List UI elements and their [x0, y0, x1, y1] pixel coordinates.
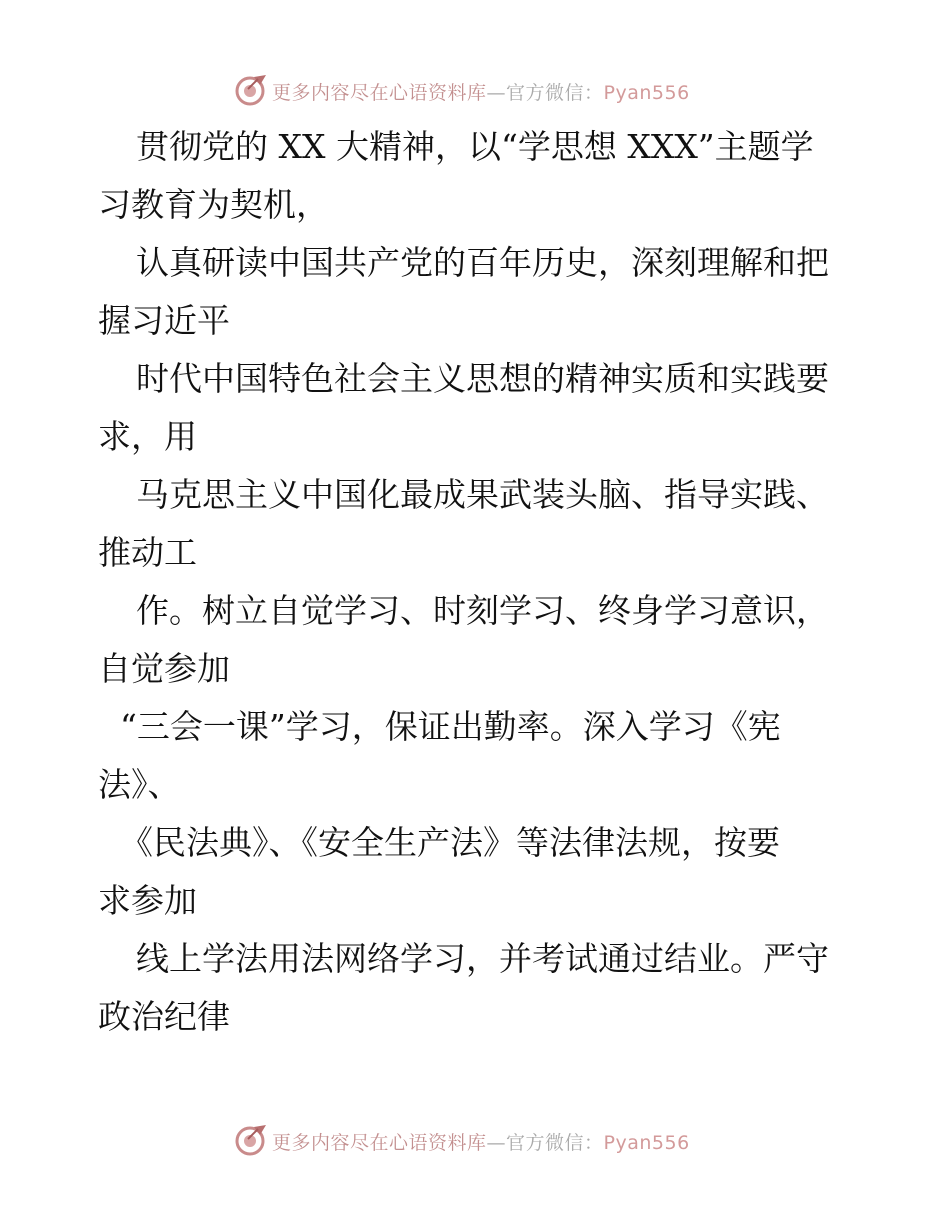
watermark-wechat-label: 官方微信：	[506, 82, 604, 104]
text-line: 习教育为契机，	[98, 185, 329, 224]
text-line: 法》、	[98, 765, 181, 804]
text-line: 握习近平	[98, 301, 230, 340]
watermark-wechat-id: Pyan556	[603, 1132, 690, 1154]
text-line: 贯彻党的 XX 大精神，以“学思想 XXX”主题学	[136, 127, 814, 166]
header-watermark	[0, 70, 950, 110]
text-line: 作。树立自觉学习、时刻学习、终身学习意识，	[136, 591, 829, 630]
text-line: 求，用	[98, 417, 197, 456]
watermark-wechat-id: Pyan556	[603, 82, 690, 104]
watermark-dash: —	[486, 1132, 507, 1154]
text-line: “三会一课”学习，保证出勤率。深入学习《宪	[120, 707, 781, 746]
text-line: 认真研读中国共产党的百年历史，深刻理解和把	[136, 243, 829, 282]
text-line: 求参加	[98, 881, 197, 920]
text-line: 推动工	[98, 533, 197, 572]
footer-watermark	[0, 1120, 950, 1160]
watermark-main-text: 更多内容尽在心语资料库	[272, 82, 487, 104]
pen-logo-icon	[234, 1123, 268, 1157]
pen-logo-icon	[234, 73, 268, 107]
text-line: 马克思主义中国化最成果武装头脑、指导实践、	[136, 475, 829, 514]
text-line: 线上学法用法网络学习，并考试通过结业。严守	[136, 939, 829, 978]
watermark-wechat-label: 官方微信：	[506, 1132, 604, 1154]
text-line: 政治纪律	[98, 997, 230, 1036]
text-line: 自觉参加	[98, 649, 230, 688]
watermark-dash: —	[486, 82, 507, 104]
watermark-main-text: 更多内容尽在心语资料库	[272, 1132, 487, 1154]
text-line: 时代中国特色社会主义思想的精神实质和实践要	[136, 359, 829, 398]
text-line: 《民法典》、《安全生产法》等法律法规，按要	[120, 823, 780, 862]
